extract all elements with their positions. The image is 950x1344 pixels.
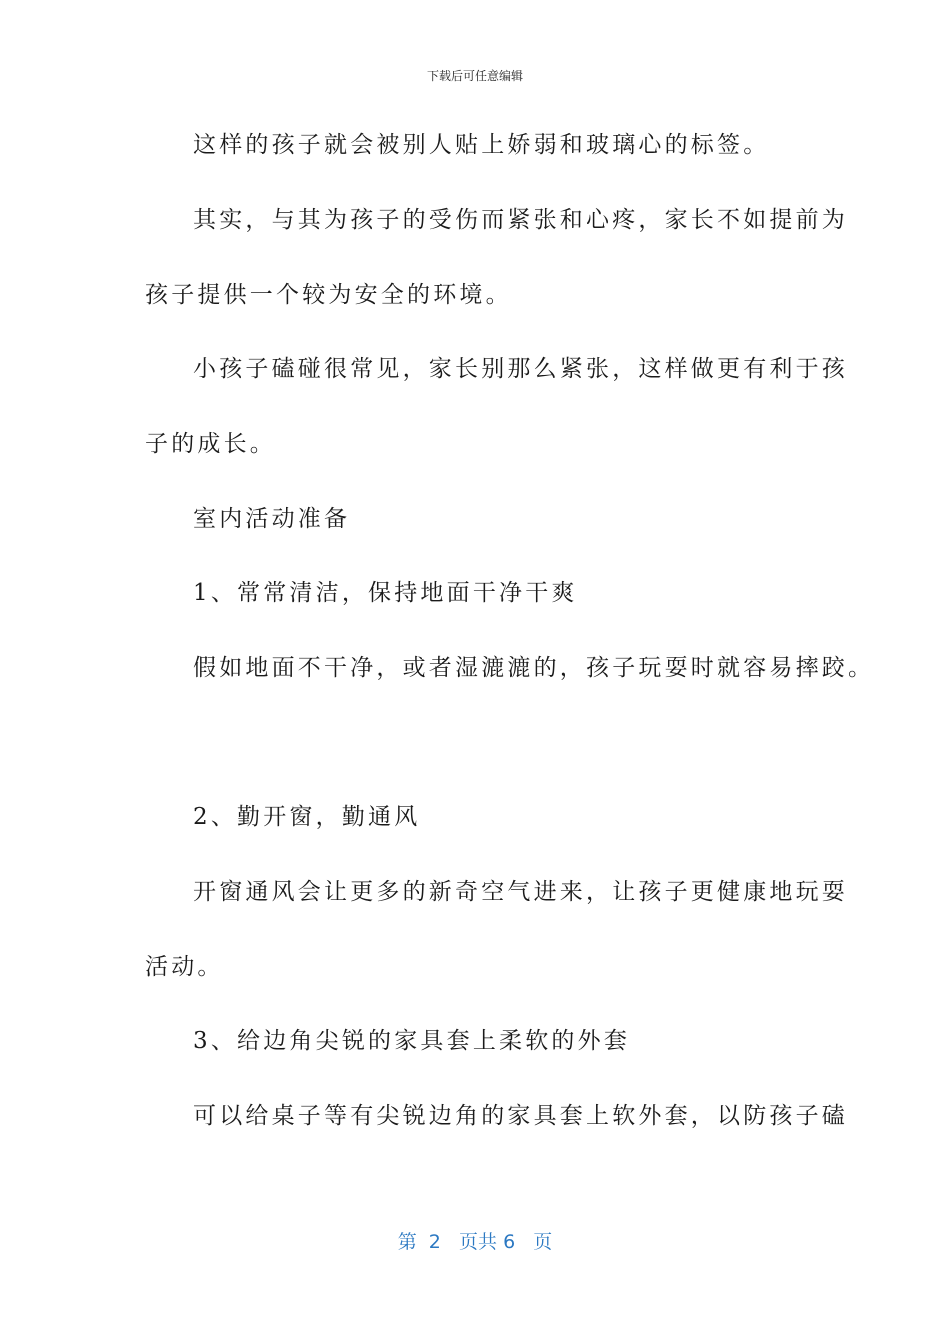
list-item-heading: 1、常常清洁，保持地面干净干爽 xyxy=(193,580,578,606)
paragraph-line: 这样的孩子就会被别人贴上娇弱和玻璃心的标签。 xyxy=(193,132,770,158)
paragraph-line: 子的成长。 xyxy=(145,431,276,457)
page-footer xyxy=(0,1227,950,1254)
paragraph-line: 其实，与其为孩子的受伤而紧张和心疼，家长不如提前为 xyxy=(193,207,848,233)
footer-current-page: 2 xyxy=(428,1231,441,1253)
footer-total-pages: 6 xyxy=(503,1231,516,1253)
section-heading: 室内活动准备 xyxy=(193,506,351,532)
paragraph-line: 可以给桌子等有尖锐边角的家具套上软外套，以防孩子磕 xyxy=(193,1103,848,1129)
paragraph-line: 小孩子磕碰很常见，家长别那么紧张，这样做更有利于孩 xyxy=(193,356,848,382)
page-header: 下载后可任意编辑 xyxy=(426,69,523,83)
paragraph-line: 孩子提供一个较为安全的环境。 xyxy=(145,282,512,308)
list-item-heading: 3、给边角尖锐的家具套上柔软的外套 xyxy=(193,1028,631,1054)
paragraph-line: 假如地面不干净，或者湿漉漉的，孩子玩耍时就容易摔跤。 xyxy=(193,655,875,681)
footer-label-page: 第 xyxy=(397,1231,417,1253)
list-item-heading: 2、勤开窗，勤通风 xyxy=(193,804,421,830)
paragraph-line: 开窗通风会让更多的新奇空气进来，让孩子更健康地玩耍 xyxy=(193,879,848,905)
footer-label-of: 页共 xyxy=(459,1231,498,1253)
paragraph-line: 活动。 xyxy=(145,954,224,980)
footer-label-end: 页 xyxy=(533,1231,553,1253)
